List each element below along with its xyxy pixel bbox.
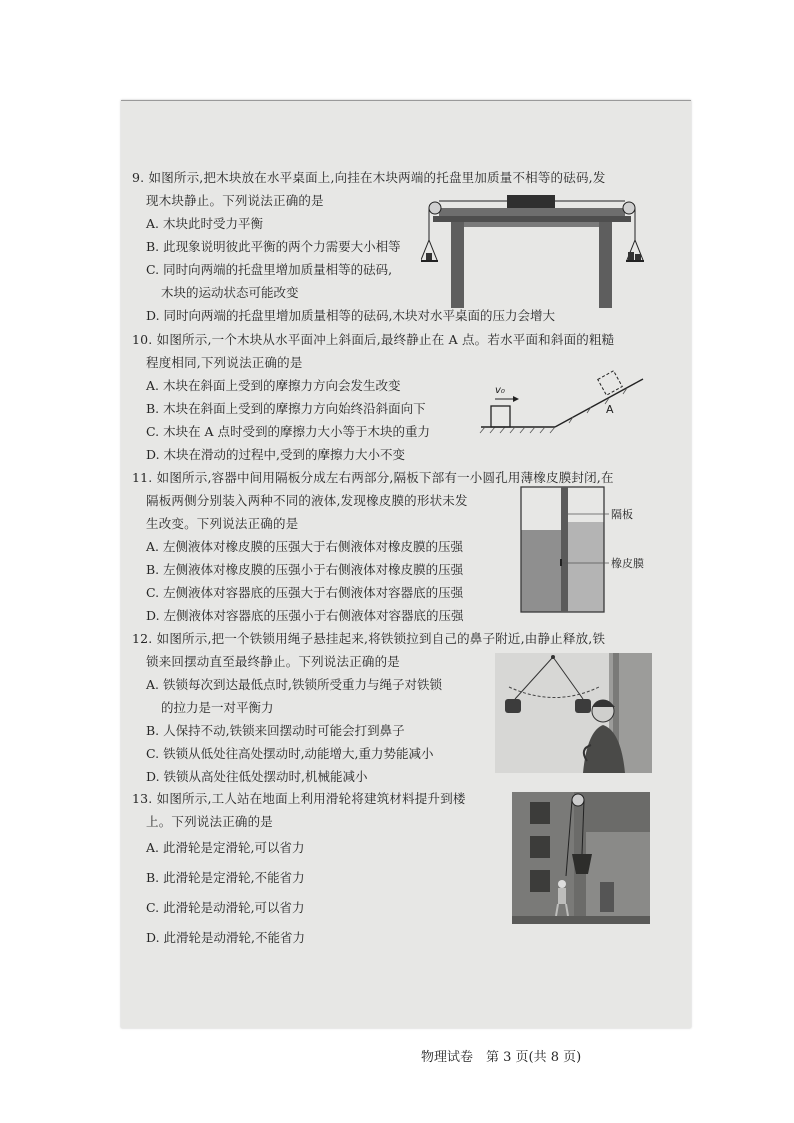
q10-v0-label: v₀	[495, 385, 505, 396]
q13-option-a: A. 此滑轮是定滑轮,可以省力	[146, 840, 305, 855]
q9-option-d: D. 同时向两端的托盘里增加质量相等的砝码,木块对水平桌面的压力会增大	[146, 308, 555, 323]
q13-option-c: C. 此滑轮是动滑轮,可以省力	[146, 900, 305, 915]
q11-partition-label: 隔板	[611, 508, 633, 521]
q9-option-b: B. 此现象说明彼此平衡的两个力需要大小相等	[146, 239, 401, 254]
q11-option-a: A. 左侧液体对橡皮膜的压强大于右侧液体对橡皮膜的压强	[146, 539, 463, 554]
q11-stem-line3: 生改变。下列说法正确的是	[146, 516, 299, 531]
q12-option-d: D. 铁锁从高处往低处摆动时,机械能减小	[146, 769, 368, 784]
q11-membrane-label: 橡皮膜	[611, 557, 644, 570]
q12-option-c: C. 铁锁从低处往高处摆动时,动能增大,重力势能减小	[146, 746, 434, 761]
q11-container-figure	[515, 485, 655, 615]
q12-option-a: A. 铁锁每次到达最低点时,铁锁所受重力与绳子对铁锁	[146, 677, 442, 692]
q13-stem-line1: 13. 如图所示,工人站在地面上利用滑轮将建筑材料提升到楼	[132, 791, 466, 806]
q9-option-c-cont: 木块的运动状态可能改变	[161, 285, 299, 300]
q13-option-d: D. 此滑轮是动滑轮,不能省力	[146, 930, 305, 945]
q10-option-b: B. 木块在斜面上受到的摩擦力方向始终沿斜面向下	[146, 401, 426, 416]
q12-option-b: B. 人保持不动,铁锁来回摆动时可能会打到鼻子	[146, 723, 405, 738]
q10-stem-line1: 10. 如图所示,一个木块从水平面冲上斜面后,最终静止在 A 点。若水平面和斜面的粗糙	[132, 332, 615, 347]
q13-stem-line2: 上。下列说法正确的是	[146, 814, 274, 829]
q10-option-d: D. 木块在滑动的过程中,受到的摩擦力大小不变	[146, 447, 405, 462]
q9-table-figure	[421, 186, 646, 308]
q10-stem-line2: 程度相同,下列说法正确的是	[146, 355, 303, 370]
q12-option-a-cont: 的拉力是一对平衡力	[161, 700, 274, 715]
q10-incline-figure	[477, 365, 647, 435]
q10-option-a: A. 木块在斜面上受到的摩擦力方向会发生改变	[146, 378, 401, 393]
q9-option-c: C. 同时向两端的托盘里增加质量相等的砝码,	[146, 262, 393, 277]
q11-option-c: C. 左侧液体对容器底的压强大于右侧液体对容器底的压强	[146, 585, 464, 600]
q12-stem-line2: 锁来回摆动直至最终静止。下列说法正确的是	[146, 654, 401, 669]
q11-stem-line2: 隔板两侧分别装入两种不同的液体,发现橡皮膜的形状未发	[146, 493, 468, 508]
q12-stem-line1: 12. 如图所示,把一个铁锁用绳子悬挂起来,将铁锁拉到自己的鼻子附近,由静止释放,铁	[132, 631, 606, 646]
q11-option-d: D. 左侧液体对容器底的压强小于右侧液体对容器底的压强	[146, 608, 464, 623]
q11-stem-line1: 11. 如图所示,容器中间用隔板分成左右两部分,隔板下部有一小圆孔用薄橡皮膜封闭,在	[132, 470, 614, 485]
q10-option-c: C. 木块在 A 点时受到的摩擦力大小等于木块的重力	[146, 424, 431, 439]
q13-pulley-figure	[512, 792, 650, 924]
exam-page	[121, 100, 691, 1065]
q9-stem-line2: 现木块静止。下列说法正确的是	[146, 193, 324, 208]
q9-stem-line1: 9. 如图所示,把木块放在水平桌面上,向挂在木块两端的托盘里加质量不相等的砝码,发	[132, 170, 606, 185]
q11-option-b: B. 左侧液体对橡皮膜的压强小于右侧液体对橡皮膜的压强	[146, 562, 464, 577]
q13-option-b: B. 此滑轮是定滑轮,不能省力	[146, 870, 305, 885]
q10-point-a-label: A	[606, 403, 614, 416]
q12-pendulum-figure	[495, 653, 652, 773]
q9-option-a: A. 木块此时受力平衡	[146, 216, 263, 231]
page-footer: 物理试卷 第 3 页(共 8 页)	[421, 1050, 582, 1065]
